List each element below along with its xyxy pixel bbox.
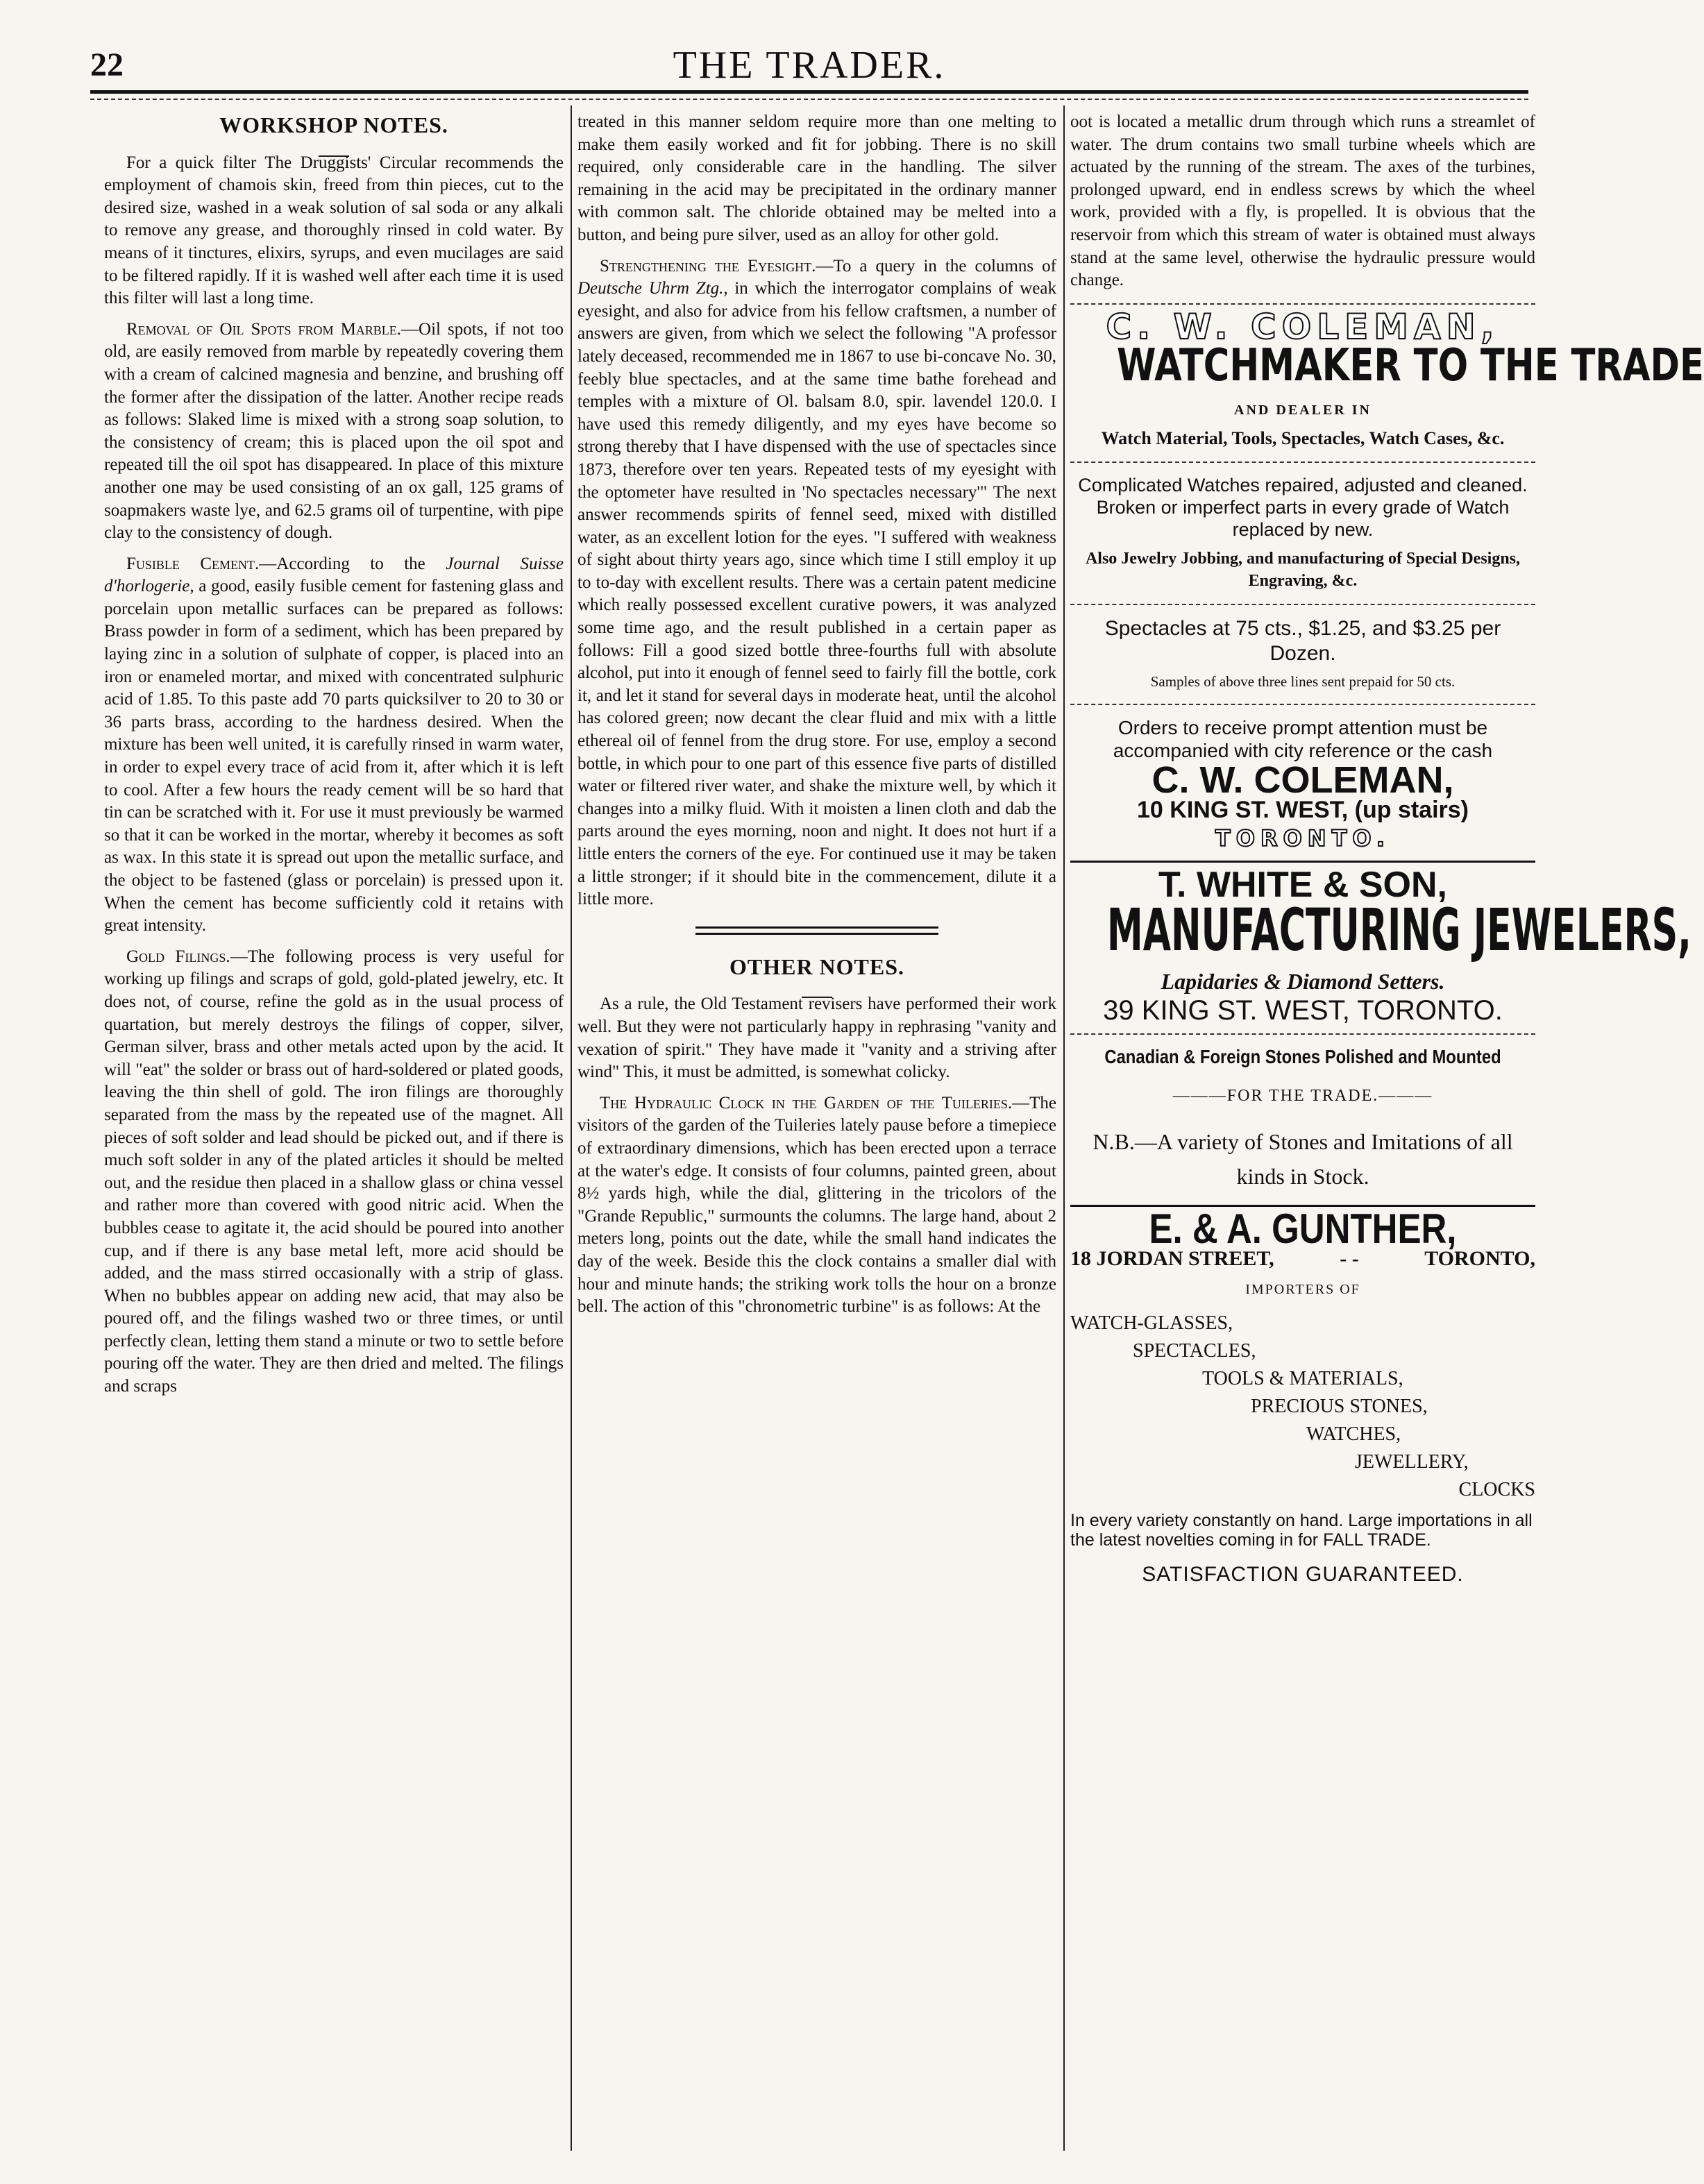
list-item: CLOCKS <box>1458 1478 1535 1500</box>
list-item: WATCH-GLASSES, <box>1070 1312 1233 1334</box>
ad-separator <box>1070 704 1535 705</box>
ad-headline: WATCHMAKER TO THE TRADE <box>1117 340 1704 392</box>
ad-jewelry: Also Jewelry Jobbing, and manufacturing of Special Designs, Engraving, &c. <box>1085 549 1521 591</box>
advertisement-coleman <box>1070 303 1704 852</box>
ad-spectacles: Spectacles at 75 cts., $1.25, and $3.25 per Dozen. <box>1104 616 1501 665</box>
ad-guarantee: SATISFACTION GUARANTEED. <box>1142 1562 1464 1586</box>
paragraph <box>104 553 564 938</box>
section-heading: WORKSHOP NOTES. <box>219 112 448 137</box>
ad-separator <box>1070 861 1535 863</box>
paragraph-title: Strengthening the Eyesight. <box>600 256 816 276</box>
ad-address: 10 KING ST. WEST, <box>1137 796 1349 823</box>
paragraph-body: —According to the <box>259 554 446 573</box>
ad-dashes: - - <box>1340 1246 1359 1270</box>
column-divider <box>571 105 572 2151</box>
column-workshop-notes <box>104 111 564 1407</box>
ad-separator <box>1070 1033 1535 1035</box>
ad-nb: N.B.—A variety of Stones and Imitations of all kinds in Stock. <box>1093 1129 1513 1190</box>
list-item: JEWELLERY, <box>1355 1450 1469 1473</box>
ad-address-suffix: (up stairs) <box>1354 796 1469 823</box>
ad-city: TORONTO. <box>1215 824 1391 852</box>
ad-city: TORONTO, <box>1424 1246 1535 1270</box>
paragraph-body: —The visitors of the garden of the Tuileries lately pause before a timepiece of extraordinary dimensions, which has been erected upon a terrace at the water's edge. It consists of four columns, painted green, about 8½ yards high, while the dial, glittering in the tricolors of the "Grande Republic," surmounts the columns. The large hand, about 2 meters long, points out the date, while the small hand indicates the day of the week. Beside this the clock contains a smaller dial with hour and minute hands; the striking work tolls the hour on a bronze bell. The action of this "chronometric turbine" is as follows: At the <box>577 1093 1056 1317</box>
ad-orders: Orders to receive prompt attention must be accompanied with city reference or the cash <box>1113 717 1493 762</box>
ad-headline: MANUFACTURING JEWELERS, <box>1106 895 1692 964</box>
ad-separator <box>1070 462 1535 463</box>
paragraph: oot is located a metallic drum through which runs a streamlet of water. The drum contains two small turbine wheels which are actuated by the running of the stream. The axes of the turbines, prolonged upward, end in endless screws by which the wheel work, provided with a fly, is propelled. It is obvious that the reservoir from which this stream of water is obtained must always stand at the same level, otherwise the hydraulic pressure would change. <box>1070 112 1535 290</box>
list-item: WATCHES, <box>1306 1423 1401 1445</box>
ad-importers: IMPORTERS OF <box>1245 1282 1360 1298</box>
paragraph-body: —To a query in the columns of <box>816 256 1056 276</box>
masthead-title: THE TRADER. <box>673 44 946 87</box>
paragraph: For a quick filter The Druggists' Circular recommends the employment of chamois skin, freed from thin pieces, cut to the desired size, washed in a weak solution of sal soda or any alkali to remove any grease, and thoroughly rinsed in cold water. By means of it tinctures, elixirs, syrups, and even mucilages are said to be filtered rapidly. If it is washed well after each time it is used this filter will last a long time. <box>104 153 564 308</box>
column-right <box>1070 111 1704 1586</box>
paragraph: As a rule, the Old Testament revisers have performed their work well. But they were not particularly happy in rephrasing "vanity and vexation of spirit." They have made it "vanity and a striving after wind" This, it must be admitted, is somewhat colicky. <box>577 994 1056 1082</box>
journal-name: Deutsche Uhrm Ztg. <box>577 279 724 298</box>
ad-name: C. W. COLEMAN, <box>1106 306 1500 347</box>
ad-address: 18 JORDAN STREET, <box>1070 1246 1274 1270</box>
ad-address: 39 KING ST. WEST, TORONTO. <box>1103 995 1503 1026</box>
heading-dash <box>577 982 1056 988</box>
list-item: TOOLS & MATERIALS, <box>1202 1367 1403 1389</box>
ad-name-repeat: C. W. COLEMAN, <box>1152 759 1454 802</box>
column-divider <box>1063 105 1065 2151</box>
paragraph-title: Fusible Cement. <box>126 554 260 573</box>
paragraph <box>577 255 1056 911</box>
advertisement-gunther <box>1070 1205 1535 1586</box>
paragraph-body: —Oil spots, if not too old, are easily removed from marble by repeatedly covering them with a cream of calcined magnesia and benzine, and brushing off the former after the dissipation of the latter. Another recipe reads as follows: Slaked lime is mixed with a strong soap solution, to the consistency of cream; this is placed upon the oil spot and repeated till the oil spot has disappeared. In place of this mixture another one may be used consisting of an ox gall, 125 grams of soapmakers waste lye, and 62.5 grams oil of turpentine, with pipe clay to the consistency of dough. <box>104 319 564 543</box>
heading-dash <box>104 141 564 146</box>
advertisement-white <box>1070 861 1692 1194</box>
list-item: PRECIOUS STONES, <box>1251 1395 1428 1417</box>
ad-name: T. WHITE & SON, <box>1158 865 1447 906</box>
paragraph-body: —The following process is very useful for working up filings and scraps of gold, gold-plated jewelry, etc. It does not, of course, refine the gold as in the usual process of quartation, but merely destroys the filings of copper, silver, German silver, brass and other metals acted upon by the acid. It will "eat" the solder or brass out of hard-soldered or plated goods, leaving the thin shell of gold. The iron filings are thoroughly separated from the mass by the repeated use of the magnet. All pieces of soft solder and lead should be picked out, and if there is much soft solder in any of the plated articles it should be melted out, and the residue then placed in a shallow glass or china vessel and rather more than covered with good nitric acid. When the bubbles cease to agitate it, the acid should be poured into another cup, and if there is any base metal left, more acid should be added, and the mass stirred occasionally with a strip of glass. When no bubbles appear on adding new acid, that may also be poured off, and the filings washed two or three times, or until perfectly clean, letting them stand a minute or two to settle before pouring off the water. They are then dried and melted. The filings and scraps <box>104 947 564 1396</box>
header-rule <box>90 90 1528 94</box>
ad-separator <box>1070 604 1535 605</box>
list-item: SPECTACLES, <box>1133 1339 1256 1362</box>
paragraph <box>104 946 564 1398</box>
column-middle <box>577 111 1056 1327</box>
page-number: 22 <box>90 46 124 83</box>
ad-tagline: Lapidaries & Diamond Setters. <box>1161 968 1445 994</box>
section-double-rule <box>695 926 938 935</box>
paragraph-body: , a good, easily fusible cement for fastening glass and porcelain upon metallic surfaces can be prepared as follows: Brass powder in form of a sediment, which has been prepared by laying zinc in a solution of sulphate of copper, is placed into an iron or enameled mortar, and mixed with concentrated sulphuric acid of 1.85. To this paste add 70 parts quicksilver to 20 to 30 or 36 parts brass, according to the hardness desired. When the mixture has been well united, it is carefully rinsed in warm water, in order to expel every trace of acid from it, after which it is left to cool. After a few hours the ready cement will be so hard that tin can be scratched with it. For use it must previously be warmed so that it can be worked in the mortar, whereby it becomes as soft as wax. In this state it is spread out upon the metallic surface, and the object to be fastened (glass or porcelain) is pressed upon it. When the cement has become sufficiently cold it retains with great intensity. <box>104 577 564 936</box>
ad-repairs: Complicated Watches repaired, adjusted and cleaned. Broken or imperfect parts in every grade of Watch replaced by new. <box>1078 474 1528 540</box>
paragraph-title: Gold Filings. <box>126 947 230 966</box>
ad-name: E. & A. GUNTHER, <box>1149 1205 1457 1253</box>
ad-stones: Canadian & Foreign Stones Polished and Mounted <box>1104 1045 1501 1067</box>
paragraph <box>104 319 564 545</box>
section-heading: OTHER NOTES. <box>729 954 905 979</box>
ad-variety: In every variety constantly on hand. Large importations in all the latest novelties coming in for FALL TRADE. <box>1070 1510 1533 1550</box>
ad-samples: Samples of above three lines sent prepaid for 50 cts. <box>1150 672 1456 690</box>
paragraph: treated in this manner seldom require more than one melting to make them easily worked and fit for jobbing. There is no skill required, only considerable care in the handling. The silver remaining in the acid may be precipitated in the ordinary manner with common salt. The chloride obtained may be melted into a button, and being pure silver, used as an alloy for other gold. <box>577 112 1056 244</box>
page-header <box>90 40 1528 96</box>
ad-for-trade: ———FOR THE TRADE.——— <box>1172 1087 1433 1106</box>
paragraph-title: Removal of Oil Spots from Marble. <box>126 319 402 339</box>
paragraph-body: , in which the interrogator complains of weak eyesight, and also for advice from his fellow craftsmen, a number of answers are given, from which we select the following "A professor lately deceased, recommended me in 1867 to use bi-concave No. 30, feebly blue spectacles, and at the same time bathe forehead and temples with a mixture of Ol. balsam 8.0, spir. lavendel 120.0. I have used this remedy diligently, and my eyes have become so strong thereby that I have dispensed with the use of spectacles since 1873, therefore over ten years. Repeated tests of my eyesight with the optometer have resulted in 'No spectacles necessary'" The next answer recommends spirits of fennel seed, mixed with distilled water, as an excellent lotion for the eyes. "I suffered with weakness of sight about thirty years ago, since which time I still employ it up to to-day with excellent results. There was a certain patent medicine which really possessed excellent curative powers, it was analyzed some time ago, and the result published in a certain paper as follows: Fill a good sized bottle three-fourths full with absolute alcohol, put into it enough of fennel seed to fairly fill the bottle, cork it, and let it stand for several days in moderate heat, until the alcohol has colored green; now decant the clear fluid and mix with a little ethereal oil of fennel from the drug store. For use, employ a second bottle, in which pour to one part of this essence five parts of distilled water or filtered river water, and shake the mixture well, by which it changes into a milky fluid. With it moisten a linen cloth and dab the parts around the eyes morning, noon and night. It does not hurt if a little enters the corners of the eye. For continued use it may be taken a little stronger; if it should bite in the commencement, dilute it a little more. <box>577 279 1056 909</box>
ad-subheading: AND DEALER IN <box>1234 403 1372 418</box>
ad-separator <box>1070 303 1535 305</box>
paragraph-title: The Hydraulic Clock in the Garden of the Tuileries. <box>600 1093 1013 1112</box>
ad-item-list <box>1070 1310 1535 1504</box>
paragraph <box>577 1092 1056 1319</box>
ad-materials: Watch Material, Tools, Spectacles, Watch Cases, &c. <box>1101 428 1505 448</box>
journal-name: Journal Suisse d'horlogerie <box>104 554 564 596</box>
header-dashed-rule <box>90 99 1528 100</box>
